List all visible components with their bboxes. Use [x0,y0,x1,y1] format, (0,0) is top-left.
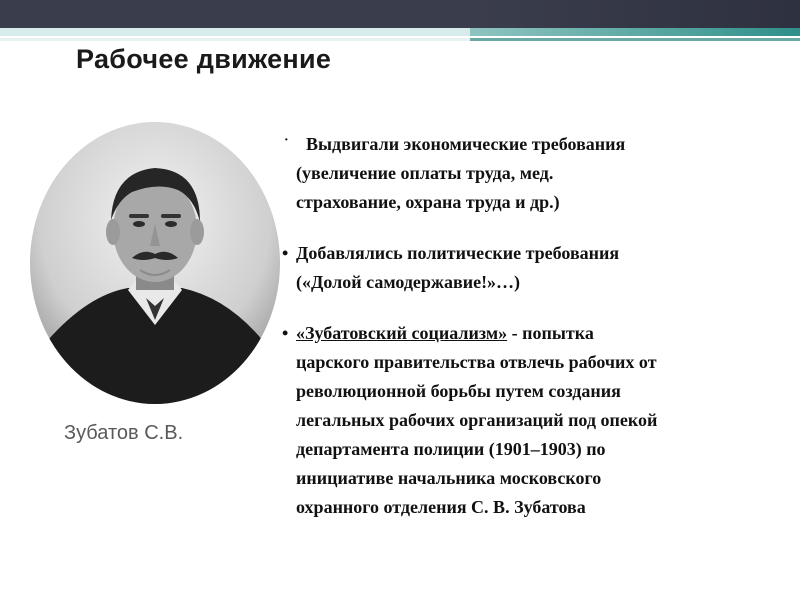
bullet-line: царского правительства отвлечь рабочих от [296,352,657,372]
bullet-line: Добавлялись политические требования [296,243,620,263]
bullet-line: легальных рабочих организаций под опекой [296,410,658,430]
zubatov-socialism-term: «Зубатовский социализм» [296,323,508,343]
bullet-item-political [280,239,790,297]
portrait-photo [28,120,282,406]
top-decor-bar [0,0,800,28]
accent-line [0,38,800,41]
bullet-line: инициативе начальника московского [296,468,602,488]
accent-stripe [0,28,800,36]
slide-title: Рабочее движение [76,44,332,74]
bullet-marker: • [282,323,289,343]
bullet-line: страхование, охрана труда и др.) [296,192,560,212]
bullet-item-economic [280,130,790,217]
bullet-line: департамента полиции (1901–1903) по [296,439,606,459]
bullet-line [296,319,790,348]
bullet-marker: · [284,133,289,148]
bullet-item-zubatov [280,319,790,522]
bullet-line-rest: - попытка [507,323,594,343]
bullet-marker: • [282,243,289,263]
bullet-line: охранного отделения С. В. Зубатова [296,497,586,517]
bullet-line: (увеличение оплаты труда, мед. [296,163,554,183]
bullet-list [280,130,790,544]
portrait-caption: Зубатов С.В. [64,422,184,444]
bullet-line: («Долой самодержавие!»…) [296,272,521,292]
bullet-line: революционной борьбы путем создания [296,381,621,401]
bullet-line: Выдвигали экономические требования [306,134,626,154]
